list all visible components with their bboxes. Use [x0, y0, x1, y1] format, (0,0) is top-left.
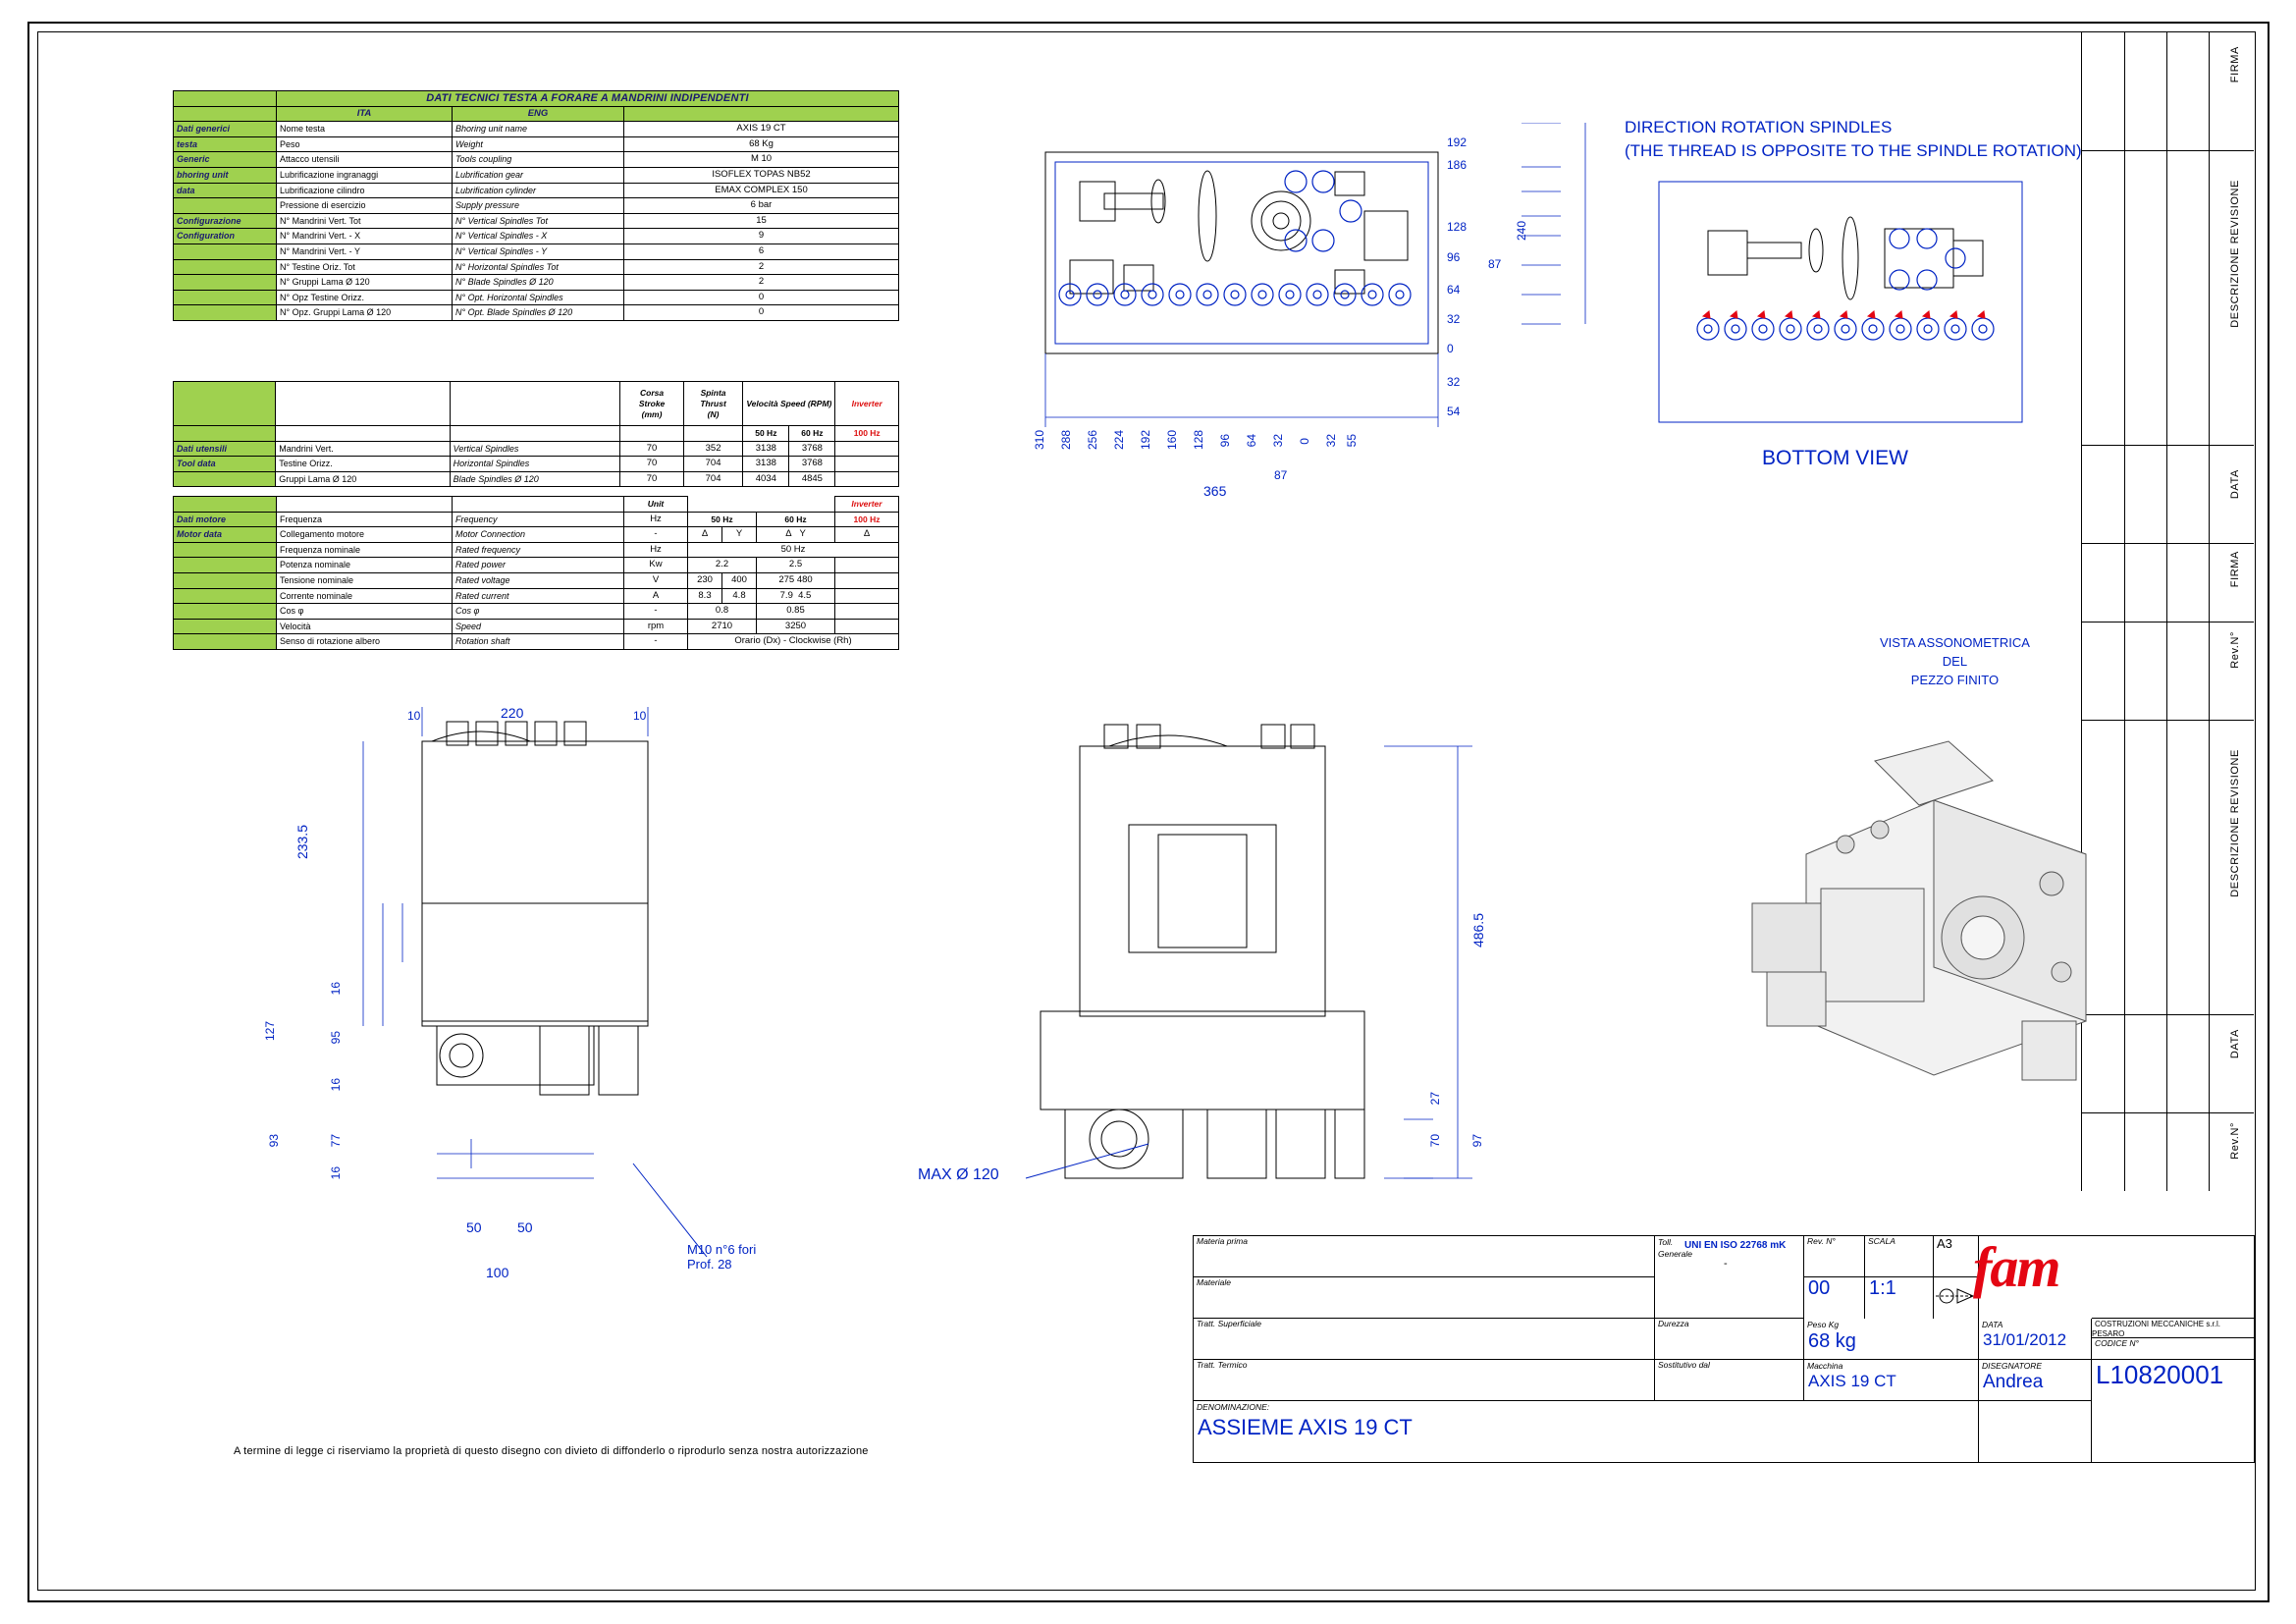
row-label-ita: Lubrificazione ingranaggi: [277, 167, 453, 183]
row-label-ita: Potenza nominale: [277, 558, 453, 573]
row-label-eng: N° Vertical Spindles - Y: [453, 244, 624, 259]
row-label-ita: Cos φ: [277, 604, 453, 620]
tb-formato: A3: [1934, 1236, 1979, 1277]
motor-data-table: [173, 496, 899, 650]
cell-unit: Hz: [624, 542, 688, 558]
iso-note-line3: PEZZO FINITO: [1910, 673, 2000, 687]
group-config-1: Configurazione: [174, 213, 277, 229]
group-tools-2: Tool data: [174, 457, 276, 472]
row-value: 0: [624, 290, 899, 305]
header-speed: Velocità Speed (RPM): [743, 382, 835, 426]
rev-col-firma-2: FIRMA: [2229, 551, 2241, 588]
row-label-ita: N° Mandrini Vert. - X: [277, 229, 453, 244]
group-motor-2: Motor data: [174, 527, 277, 543]
cell-curr-3: 7.9 4.5: [757, 588, 835, 604]
cell-volt-2: 400: [722, 572, 757, 588]
holes-note-line2: Prof. 28: [687, 1257, 732, 1272]
row-label-ita: Testine Orizz.: [276, 457, 450, 472]
row-value: 6 bar: [624, 198, 899, 214]
row-label-ita: Frequenza: [277, 512, 453, 527]
group-generic-5: data: [174, 183, 277, 198]
cell-curr-1: 8.3: [688, 588, 722, 604]
cell-unit: -: [624, 604, 688, 620]
row-label-eng: N° Opt. Blade Spindles Ø 120: [453, 305, 624, 321]
row-label-eng: Speed: [453, 619, 624, 634]
rev-col-descr-1: DESCRIZIONE REVISIONE: [2229, 180, 2241, 328]
iso-note-line1: VISTA ASSONOMETRICA: [1880, 635, 2030, 650]
tb-materiale: Materiale: [1194, 1277, 1655, 1319]
cell-volt-3: 275 480: [757, 572, 835, 588]
tb-company: COSTRUZIONI MECCANICHE s.r.l. PESARO: [2092, 1319, 2254, 1338]
group-generic-1: Dati generici: [174, 122, 277, 137]
row-label-eng: Blade Spindles Ø 120: [450, 471, 620, 487]
row-label-ita: Attacco utensili: [277, 152, 453, 168]
cell-v1: 2.2: [688, 558, 757, 573]
direction-rotation-note: [1625, 116, 2082, 163]
cell-v2: 3250: [757, 619, 835, 634]
row-value: 2: [624, 259, 899, 275]
tb-rev: Rev. N°: [1804, 1236, 1865, 1277]
cell-speed100: [835, 441, 899, 457]
row-label-eng: Bhoring unit name: [453, 122, 624, 137]
row-label-ita: Senso di rotazione albero: [277, 634, 453, 650]
cell-v2: 2.5: [757, 558, 835, 573]
row-label-eng: Vertical Spindles: [450, 441, 620, 457]
header-inverter: Inverter: [835, 382, 899, 426]
cell-thrust: 704: [683, 471, 743, 487]
row-label-eng: N° Opt. Horizontal Spindles: [453, 290, 624, 305]
row-label-ita: N° Mandrini Vert. Tot: [277, 213, 453, 229]
row-label-ita: Peso: [277, 136, 453, 152]
row-value: 6: [624, 244, 899, 259]
tb-macchina: Macchina AXIS 19 CT: [1804, 1360, 1979, 1401]
row-label-ita: Nome testa: [277, 122, 453, 137]
row-label-eng: N° Vertical Spindles Tot: [453, 213, 624, 229]
header-motor-inverter: Inverter: [835, 497, 899, 513]
row-label-eng: Lubrification gear: [453, 167, 624, 183]
row-label-ita: N° Gruppi Lama Ø 120: [277, 275, 453, 291]
tb-scala: SCALA: [1865, 1236, 1934, 1277]
tb-data: DATA 31/01/2012: [1979, 1319, 2092, 1360]
bottom-view-label: BOTTOM VIEW: [1762, 447, 1908, 469]
row-value: AXIS 19 CT: [624, 122, 899, 137]
rev-col-descr-2: DESCRIZIONE REVISIONE: [2229, 749, 2241, 897]
group-generic-4: bhoring unit: [174, 167, 277, 183]
col-header-ita: ITA: [277, 106, 453, 122]
row-value: M 10: [624, 152, 899, 168]
cell-unit: A: [624, 588, 688, 604]
cell-v1: 2710: [688, 619, 757, 634]
cell-speed50: 3138: [743, 441, 789, 457]
row-label-eng: Horizontal Spindles: [450, 457, 620, 472]
row-value: 0: [624, 305, 899, 321]
cell-conn-2: Y: [722, 527, 757, 543]
cell-thrust: 352: [683, 441, 743, 457]
header-100hz: 100 Hz: [835, 426, 899, 442]
cell-stroke: 70: [620, 457, 683, 472]
isometric-3d-view: [1698, 727, 2110, 1139]
cell-conn-3: Δ Y: [757, 527, 835, 543]
technical-data-table: [173, 90, 899, 321]
first-angle-projection-icon: [1934, 1285, 1977, 1307]
row-label-ita: N° Mandrini Vert. - Y: [277, 244, 453, 259]
row-label-ita: Corrente nominale: [277, 588, 453, 604]
cell-speed50: 4034: [743, 471, 789, 487]
cell-motor-50hz: 50 Hz: [688, 512, 757, 527]
tb-tratt-termico: Tratt. Termico: [1194, 1360, 1655, 1401]
direction-note-line1: DIRECTION ROTATION SPINDLES: [1625, 118, 1893, 136]
cell-speed60: 3768: [789, 441, 835, 457]
row-label-ita: Gruppi Lama Ø 120: [276, 471, 450, 487]
tb-sostitutivo: Sostitutivo dal: [1655, 1360, 1804, 1401]
holes-leader-line: [628, 1159, 805, 1296]
row-label-eng: Frequency: [453, 512, 624, 527]
cell-conn-4: Δ: [835, 527, 899, 543]
cell-unit: Hz: [624, 512, 688, 527]
tb-codice-value: L10820001: [2096, 1360, 2224, 1389]
row-value: ISOFLEX TOPAS NB52: [624, 167, 899, 183]
tb-peso: Peso Kg 68 kg: [1804, 1319, 1979, 1360]
row-label-ita: N° Testine Oriz. Tot: [277, 259, 453, 275]
row-label-ita: N° Opz. Gruppi Lama Ø 120: [277, 305, 453, 321]
row-label-eng: Lubrification cylinder: [453, 183, 624, 198]
cell-motor-60hz: 60 Hz: [757, 512, 835, 527]
cell-speed100: [835, 457, 899, 472]
tb-tolleranze: Toll. Generale: [1655, 1236, 1804, 1319]
header-stroke: Corsa Stroke (mm): [620, 382, 683, 426]
cell-stroke: 70: [620, 441, 683, 457]
header-unit: Unit: [624, 497, 688, 513]
group-motor-1: Dati motore: [174, 512, 277, 527]
cell-unit: rpm: [624, 619, 688, 634]
cell-span: 50 Hz: [688, 542, 899, 558]
col-header-eng: ENG: [453, 106, 624, 122]
row-label-ita: Pressione di esercizio: [277, 198, 453, 214]
row-label-eng: Rotation shaft: [453, 634, 624, 650]
row-value: 2: [624, 275, 899, 291]
cell-thrust: 704: [683, 457, 743, 472]
row-value: 68 Kg: [624, 136, 899, 152]
row-label-ita: Velocità: [277, 619, 453, 634]
bottom-view-drawing: [1649, 172, 2042, 457]
fam-logo: fam: [1973, 1235, 2059, 1299]
group-tools-1: Dati utensili: [174, 441, 276, 457]
cell-speed60: 4845: [789, 471, 835, 487]
row-label-eng: N° Vertical Spindles - X: [453, 229, 624, 244]
row-label-eng: N° Horizontal Spindles Tot: [453, 259, 624, 275]
direction-note-line2: (THE THREAD IS OPPOSITE TO THE SPINDLE ROTATION): [1625, 141, 2082, 160]
cell-speed100: [835, 471, 899, 487]
cell-unit: -: [624, 527, 688, 543]
legal-footer-note: A termine di legge ci riserviamo la proprietà di questo disegno con divieto di diffonderlo o riprodurlo senza nostra autorizzazione: [234, 1445, 869, 1457]
row-value: 9: [624, 229, 899, 244]
tb-codice-label: CODICE N°: [2092, 1338, 2254, 1360]
row-label-ita: N° Opz Testine Orizz.: [277, 290, 453, 305]
row-label-eng: Motor Connection: [453, 527, 624, 543]
cell-stroke: 70: [620, 471, 683, 487]
group-config-2: Configuration: [174, 229, 277, 244]
rev-col-data-1: DATA: [2229, 469, 2241, 500]
row-label-eng: Rated frequency: [453, 542, 624, 558]
holes-note-line1: M10 n°6 fori: [687, 1242, 757, 1257]
cell-conn-1: Δ: [688, 527, 722, 543]
rev-col-revn-1: Rev.N°: [2229, 631, 2241, 669]
drawing-sheet: FIRMA DESCRIZIONE REVISIONE DATA FIRMA Rev.N° DESCRIZIONE REVISIONE DATA Rev.N° DATI TECNICI TESTA A FORARE A MANDRINI INDIPENDENTI ITA ENG Dati generici Nome testa Bhoring unit name AXIS 19 CT testa Peso Weight 68 Kg Generic Attacco utensili Tools coupling M 10 bhoring unit Lubrificazione ingranaggi Lubrification gear ISOFLEX TOPAS NB52 data Lubrificazione cilindro Lubrification cylinder EMAX COMPLEX 150 Pressione di esercizio Supply pressure 6 bar Configurazione N° Mandrini Vert. Tot N° Vertical Spindles Tot 15 Configuration N° Mandrini Vert. - X N° Vertical Spindles - X 9 N° Mandrini Vert. - Y N° Vertical Spindles - Y 6 N° Testine Oriz. Tot N° Horizontal Spindles Tot 2 N° Gruppi Lama Ø 120 N° Blade Spindles Ø 120 2 N° Opz Testine Orizz. N° Opt. Horizontal Spindles 0 N° Opz. Gruppi Lama Ø 120 N° Opt. Blade Spindles Ø 120 0 Corsa Stroke (mm) Spinta Thrust (N) Velocità Speed (RPM) Inverter 50 Hz 60 Hz 100 Hz Dati utensili Mandrini Vert. Vertical Spindles 70 352 3138 3768 Tool data Testine Orizz. Horizontal Spindles 70 704 3138 3768 Gruppi Lama Ø 120 Blade Spindles Ø 120 70 704 4034 4845 Unit Inverter Dati motore Frequenza Frequency Hz 50 Hz 60 Hz 100 Hz Motor data Collegamento motore Motor Connection - Δ Y Δ Y Δ Frequenza nominale Rated frequency Hz 50 Hz Potenza nominale Rated power Kw 2.2 2.5 Tensione nominale Rated voltage V 230 400 275 480 Corrente nominale Rated current A 8.3 4.8 7.9 4.5 Cos φ Cos φ - 0.8 0.85 Velocità Speed rpm 2710 3250 Senso di rotazione albero Rotation shaft - Orario (Dx) - Clockwise (Rh) 192 186 128 96 87 64 32 0 32 54 240 310 288 256 224 192 160 128 96 64 32 0 32 55 87 365 DIRECTION ROTATION SPINDLES (THE THREAD IS OPPOSITE TO THE SPINDLE ROTATION) BOTTOM VIEW VISTA ASSONOMETRICA DEL PEZZO FINITO 10 220 10 233.5 127 95 93 77 16 16 16 50 50 100 M10 n°6 fori Prof. 28 486.5 97 70 27 MAX Ø 120 Materia prima Materiale Tratt. Superficiale Tratt. Termico DENOMINAZIONE: ASSIEME AXIS 19 CT Toll. Generale Durezza Sostitutivo dal UNI EN ISO 22768 mK - Rev. N° 00 SCALA 1:1 A3 Peso Kg 68 kg Macchina AXIS 19 CT DATA 31/01/2012 DISEGNATORE Andrea COSTRUZIONI MECCANICHE s.r.l. PESARO CODICE N° L10820001 fam A termine di legge ci riserviamo la proprietà di questo disegno con divieto di diffonderlo o riprodurlo senza nostra autorizzazione: [0, 0, 2296, 1624]
row-label-eng: Rated current: [453, 588, 624, 604]
header-60hz: 60 Hz: [789, 426, 835, 442]
iso-note-line2: DEL: [1942, 654, 1968, 669]
row-label-ita: Mandrini Vert.: [276, 441, 450, 457]
cell-speed60: 3768: [789, 457, 835, 472]
row-label-eng: Tools coupling: [453, 152, 624, 168]
row-value: 15: [624, 213, 899, 229]
tb-rev-value: 00: [1804, 1277, 1865, 1319]
row-label-eng: Rated power: [453, 558, 624, 573]
row-label-eng: Supply pressure: [453, 198, 624, 214]
row-label-ita: Frequenza nominale: [277, 542, 453, 558]
cell-unit: -: [624, 634, 688, 650]
tb-toll-dash: -: [1724, 1258, 1728, 1270]
cell-curr-2: 4.8: [722, 588, 757, 604]
cell-unit: V: [624, 572, 688, 588]
cell-speed50: 3138: [743, 457, 789, 472]
cell-motor-100hz: 100 Hz: [835, 512, 899, 527]
rev-col-revn-2: Rev.N°: [2229, 1122, 2241, 1160]
tb-toll-value: UNI EN ISO 22768 mK: [1684, 1240, 1787, 1251]
row-label-eng: Rated voltage: [453, 572, 624, 588]
isometric-view-note: [1880, 633, 2030, 689]
row-label-eng: N° Blade Spindles Ø 120: [453, 275, 624, 291]
max-diameter-note: MAX Ø 120: [918, 1166, 999, 1183]
row-label-eng: Cos φ: [453, 604, 624, 620]
rev-col-data-2: DATA: [2229, 1029, 2241, 1059]
cell-v1: 0.8: [688, 604, 757, 620]
tb-tratt-superficiale: Tratt. Superficiale: [1194, 1319, 1655, 1360]
table-title: DATI TECNICI TESTA A FORARE A MANDRINI INDIPENDENTI: [277, 91, 899, 107]
tb-disegnatore: DISEGNATORE Andrea: [1979, 1360, 2092, 1401]
cell-volt-1: 230: [688, 572, 722, 588]
rev-col-firma-1: FIRMA: [2229, 46, 2241, 83]
header-thrust: Spinta Thrust (N): [683, 382, 743, 426]
group-generic-2: testa: [174, 136, 277, 152]
tb-durezza: Durezza: [1655, 1319, 1804, 1360]
header-50hz: 50 Hz: [743, 426, 789, 442]
row-label-ita: Tensione nominale: [277, 572, 453, 588]
row-label-ita: Collegamento motore: [277, 527, 453, 543]
row-value: EMAX COMPLEX 150: [624, 183, 899, 198]
row-label-eng: Weight: [453, 136, 624, 152]
tool-data-table: [173, 381, 899, 487]
cell-span: Orario (Dx) - Clockwise (Rh): [688, 634, 899, 650]
group-generic-3: Generic: [174, 152, 277, 168]
tb-materia-prima: Materia prima: [1194, 1236, 1655, 1277]
row-label-ita: Lubrificazione cilindro: [277, 183, 453, 198]
tb-scala-value: 1:1: [1865, 1277, 1934, 1319]
cell-v2: 0.85: [757, 604, 835, 620]
cell-unit: Kw: [624, 558, 688, 573]
max-dia-leader: [1021, 1139, 1178, 1198]
tb-denominazione: DENOMINAZIONE: ASSIEME AXIS 19 CT: [1194, 1401, 1979, 1462]
